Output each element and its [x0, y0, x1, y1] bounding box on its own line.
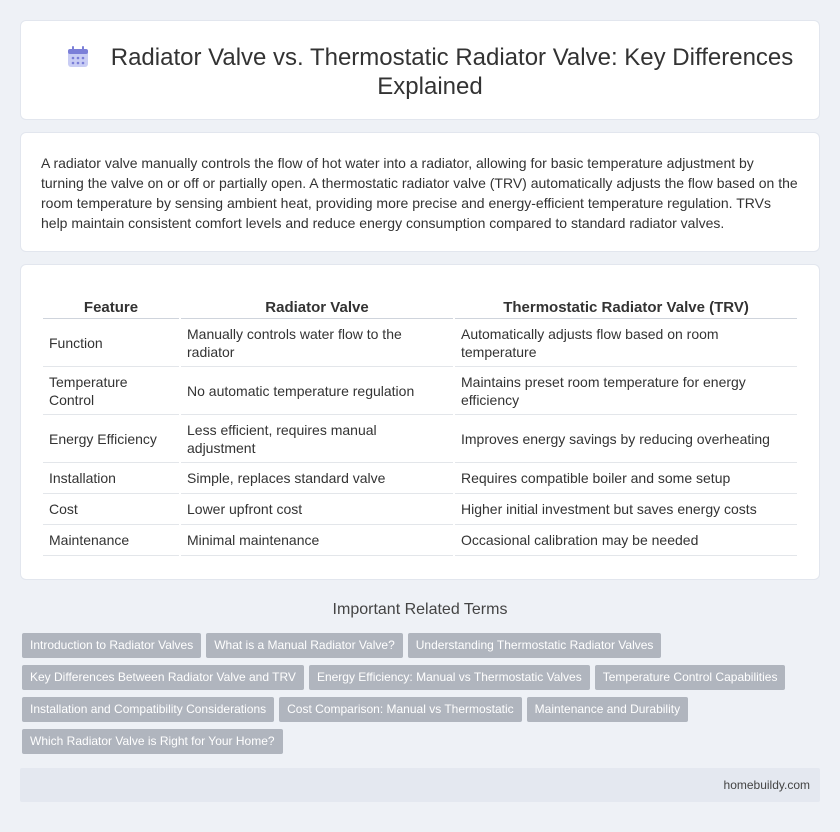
tag-link[interactable]: Introduction to Radiator Valves	[22, 633, 201, 658]
title-card	[20, 20, 820, 120]
cell-trv: Higher initial investment but saves energy costs	[455, 494, 797, 525]
cell-radiator-valve: Minimal maintenance	[181, 525, 453, 556]
comparison-table	[41, 297, 799, 556]
cell-trv: Improves energy savings by reducing overheating	[455, 415, 797, 463]
cell-trv: Automatically adjusts flow based on room temperature	[455, 319, 797, 367]
header-radiator-valve: Radiator Valve	[181, 297, 453, 319]
cell-feature: Maintenance	[43, 525, 179, 556]
tag-link[interactable]: Maintenance and Durability	[527, 697, 688, 722]
cell-trv: Maintains preset room temperature for energy efficiency	[455, 367, 797, 415]
footer-site-link[interactable]: homebuildy.com	[723, 778, 810, 792]
footer	[20, 768, 820, 802]
table-header-row	[43, 297, 797, 319]
table-row	[43, 367, 797, 415]
header-trv: Thermostatic Radiator Valve (TRV)	[455, 297, 797, 319]
cell-feature: Temperature Control	[43, 367, 179, 415]
cell-feature: Energy Efficiency	[43, 415, 179, 463]
tag-link[interactable]: Which Radiator Valve is Right for Your Home?	[22, 729, 283, 754]
comparison-card	[20, 264, 820, 580]
table-row	[43, 494, 797, 525]
cell-feature: Function	[43, 319, 179, 367]
tag-link[interactable]: Temperature Control Capabilities	[595, 665, 786, 690]
cell-radiator-valve: Manually controls water flow to the radiator	[181, 319, 453, 367]
tag-link[interactable]: Installation and Compatibility Considerations	[22, 697, 274, 722]
cell-radiator-valve: No automatic temperature regulation	[181, 367, 453, 415]
tag-link[interactable]: What is a Manual Radiator Valve?	[206, 633, 403, 658]
related-tags	[22, 633, 812, 761]
calendar-icon	[67, 46, 89, 68]
related-terms-title: Important Related Terms	[332, 601, 508, 618]
tag-link[interactable]: Key Differences Between Radiator Valve and TRV	[22, 665, 304, 690]
cell-trv: Requires compatible boiler and some setup	[455, 463, 797, 494]
cell-feature: Installation	[43, 463, 179, 494]
intro-card	[20, 132, 820, 252]
intro-paragraph: A radiator valve manually controls the flow of hot water into a radiator, allowing for basic temperature adjustment by turning the valve on or off or partially open. A thermostatic radiator valve (TRV) automatically adjusts the flow based on the room temperature by sensing ambient heat, providing more precise and energy-efficient temperature regulation. TRVs help maintain consistent comfort levels and reduce energy consumption compared to standard radiator valves.	[41, 155, 798, 231]
table-row	[43, 319, 797, 367]
tag-link[interactable]: Understanding Thermostatic Radiator Valves	[408, 633, 662, 658]
table-row	[43, 463, 797, 494]
cell-feature: Cost	[43, 494, 179, 525]
cell-radiator-valve: Simple, replaces standard valve	[181, 463, 453, 494]
table-row	[43, 415, 797, 463]
table-row	[43, 525, 797, 556]
tag-link[interactable]: Energy Efficiency: Manual vs Thermostatic Valves	[309, 665, 590, 690]
cell-radiator-valve: Less efficient, requires manual adjustment	[181, 415, 453, 463]
header-feature: Feature	[43, 297, 179, 319]
page-title: Radiator Valve vs. Thermostatic Radiator Valve: Key Differences Explained	[110, 44, 794, 100]
page-title-wrap	[61, 43, 799, 101]
cell-trv: Occasional calibration may be needed	[455, 525, 797, 556]
tag-link[interactable]: Cost Comparison: Manual vs Thermostatic	[279, 697, 522, 722]
cell-radiator-valve: Lower upfront cost	[181, 494, 453, 525]
